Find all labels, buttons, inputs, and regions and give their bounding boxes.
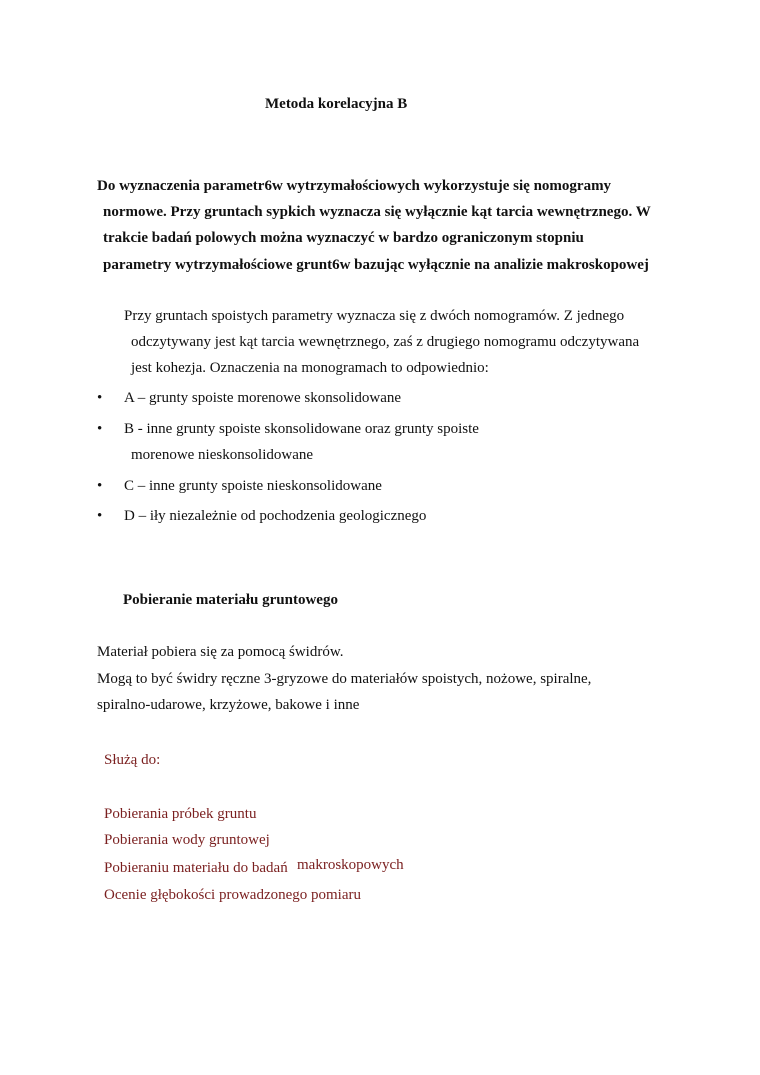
bullet-icon: • [97,508,103,524]
page-title: Metoda korelacyjna B [265,96,408,112]
cohesive-line: jest kohezja. Oznaczenia na monogramach to odpowiednio: [131,360,489,376]
sampling-line: spiralno-udarowe, krzyżowe, bakowe i inne [97,697,360,713]
use-item: Pobierania próbek gruntu [104,806,257,822]
bullet-icon: • [97,390,103,406]
list-item-text: C – inne grunty spoiste nieskonsolidowane [124,478,382,494]
intro-line: Do wyznaczenia parametr6w wytrzymałościowych wykorzystuje się nomogramy [97,178,612,194]
list-item-text: D – iły niezależnie od pochodzenia geologicznego [124,508,427,524]
bullet-icon: • [97,478,103,494]
cohesive-line: odczytywany jest kąt tarcia wewnętrznego, zaś z drugiego nomogramu odczytywana [131,334,640,350]
use-item: Ocenie głębokości prowadzonego pomiaru [104,887,361,903]
use-item-suffix: makroskopowych [297,857,404,873]
list-item-text: B - inne grunty spoiste skonsolidowane oraz grunty spoiste [124,421,479,437]
use-item: Pobieraniu materiału do badań [104,860,288,876]
list-item-text: A – grunty spoiste morenowe skonsolidowane [124,390,402,406]
use-item: Pobierania wody gruntowej [104,832,270,848]
sampling-line: Mogą to być świdry ręczne 3-gryzowe do materiałów spoistych, nożowe, spiralne, [97,671,592,687]
intro-line: parametry wytrzymałościowe grunt6w bazując wyłącznie na analizie makroskopowej [103,257,649,273]
bullet-icon: • [97,421,103,437]
list-item-continuation: morenowe nieskonsolidowane [131,447,314,463]
section-heading: Pobieranie materiału gruntowego [123,592,338,608]
intro-line: trakcie badań polowych można wyznaczyć w bardzo ograniczonym stopniu [103,230,584,246]
intro-line: normowe. Przy gruntach sypkich wyznacza się wyłącznie kąt tarcia wewnętrznego. W [103,204,651,220]
uses-label: Służą do: [104,752,161,768]
cohesive-line: Przy gruntach spoistych parametry wyznacza się z dwóch nomogramów. Z jednego [124,308,625,324]
sampling-line: Materiał pobiera się za pomocą świdrów. [97,644,344,660]
